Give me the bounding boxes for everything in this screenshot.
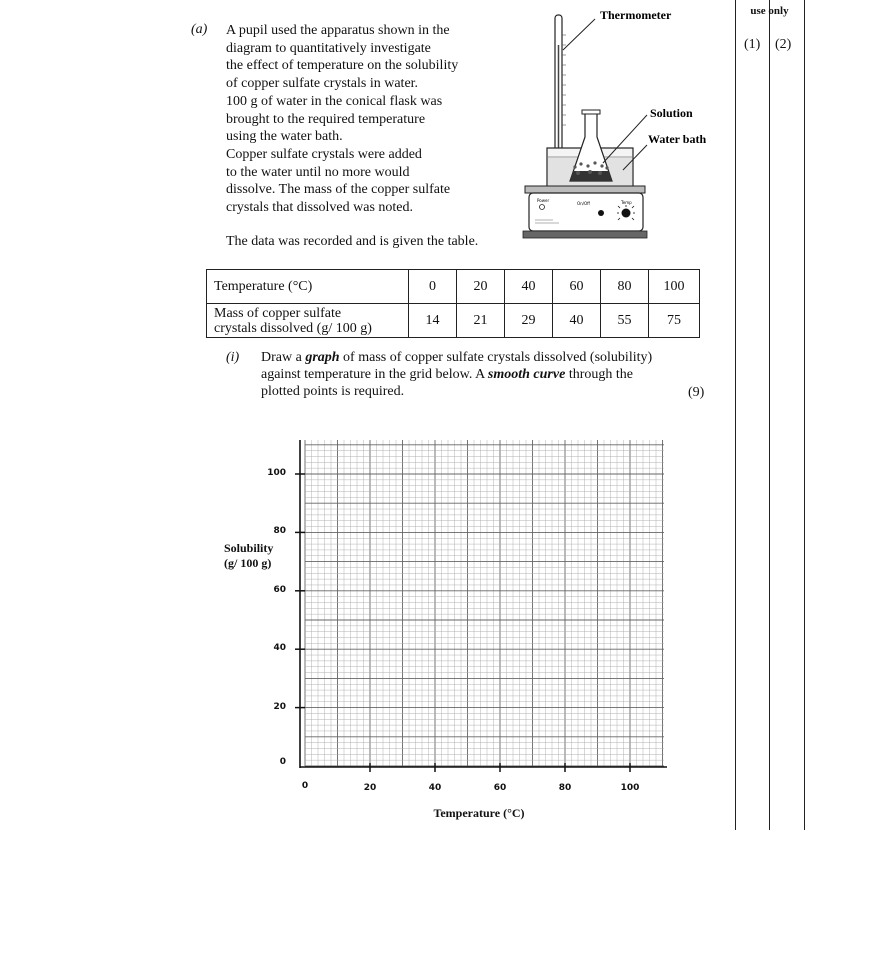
question-line: of copper sulfate crystals in water. bbox=[226, 76, 419, 92]
table-cell: 21 bbox=[457, 304, 505, 338]
table-cell: 29 bbox=[505, 304, 553, 338]
x-tick-label: 80 bbox=[558, 783, 572, 793]
question-line: crystals that dissolved was noted. bbox=[226, 200, 414, 216]
thermometer-label: Thermometer bbox=[600, 8, 672, 22]
table-cell: 55 bbox=[601, 304, 649, 338]
x-tick-label: 40 bbox=[428, 783, 442, 793]
row-header-mass-line2: crystals dissolved (g/ 100 g) bbox=[214, 320, 372, 336]
question-line: dissolve. The mass of the copper sulfate bbox=[226, 182, 451, 198]
table-cell: 14 bbox=[409, 304, 457, 338]
row-header-mass-line1: Mass of copper sulfate bbox=[214, 305, 342, 321]
question-label: (a) bbox=[191, 22, 208, 37]
water-bath-label: Water bath bbox=[648, 132, 707, 146]
table-cell: 40 bbox=[505, 270, 553, 304]
marks: (9) bbox=[688, 385, 705, 400]
question-line: A pupil used the apparatus shown in the bbox=[226, 23, 450, 38]
question-line: 100 g of water in the conical flask was bbox=[226, 93, 443, 109]
x-tick-label: 20 bbox=[363, 783, 377, 793]
text-run: Draw a bbox=[261, 350, 306, 365]
emphasis-graph: graph bbox=[305, 350, 340, 365]
y-tick-label: 100 bbox=[267, 468, 286, 478]
x-axis-label: Temperature (°C) bbox=[433, 806, 525, 820]
data-note: The data was recorded and is given the table. bbox=[226, 234, 479, 249]
y-tick-label: 40 bbox=[273, 643, 286, 654]
text-run: of mass of copper sulfate crystals dissolved (solubility) bbox=[339, 350, 653, 365]
x-tick-label: 60 bbox=[493, 783, 507, 793]
emphasis-smooth-curve: smooth curve bbox=[487, 367, 566, 382]
margin-col1-label: (1) bbox=[744, 37, 761, 52]
text-run: against temperature in the grid below. A bbox=[261, 367, 488, 382]
y-tick-label: 20 bbox=[273, 701, 286, 712]
table-cell: 0 bbox=[409, 270, 457, 304]
y-tick-label: 60 bbox=[273, 584, 286, 595]
table-cell: 75 bbox=[649, 304, 700, 338]
y-tick-label: 0 bbox=[279, 757, 286, 767]
question-line: using the water bath. bbox=[226, 129, 343, 145]
y-axis-label-line1: Solubility bbox=[224, 541, 274, 555]
y-tick-label: 80 bbox=[273, 526, 286, 537]
question-line: to the water until no more would bbox=[226, 164, 410, 180]
table-cell: 20 bbox=[457, 270, 505, 304]
margin-col2-label: (2) bbox=[775, 37, 792, 52]
subpart-line: plotted points is required. bbox=[261, 384, 405, 399]
table-cell: 100 bbox=[649, 270, 700, 304]
table-cell: 40 bbox=[553, 304, 601, 338]
margin-header: use only bbox=[750, 5, 789, 17]
row-header-temperature: Temperature (°C) bbox=[207, 270, 409, 304]
question-line: brought to the required temperature bbox=[226, 111, 426, 127]
solution-label: Solution bbox=[650, 106, 693, 120]
temp-label: Temp bbox=[621, 200, 632, 205]
x-tick-label: 0 bbox=[301, 781, 309, 791]
question-line: Copper sulfate crystals were added bbox=[226, 146, 422, 162]
y-axis-label-line2: (g/ 100 g) bbox=[224, 556, 272, 570]
x-tick-label: 100 bbox=[620, 783, 640, 793]
table-cell: 60 bbox=[553, 270, 601, 304]
subpart-label: (i) bbox=[226, 350, 240, 365]
onoff-label: On/Off bbox=[577, 201, 590, 206]
question-line: the effect of temperature on the solubility bbox=[226, 58, 459, 74]
question-line: diagram to quantitatively investigate bbox=[226, 40, 431, 56]
power-label: Power bbox=[537, 198, 550, 203]
table-cell: 80 bbox=[601, 270, 649, 304]
text-run: through the bbox=[565, 367, 633, 382]
